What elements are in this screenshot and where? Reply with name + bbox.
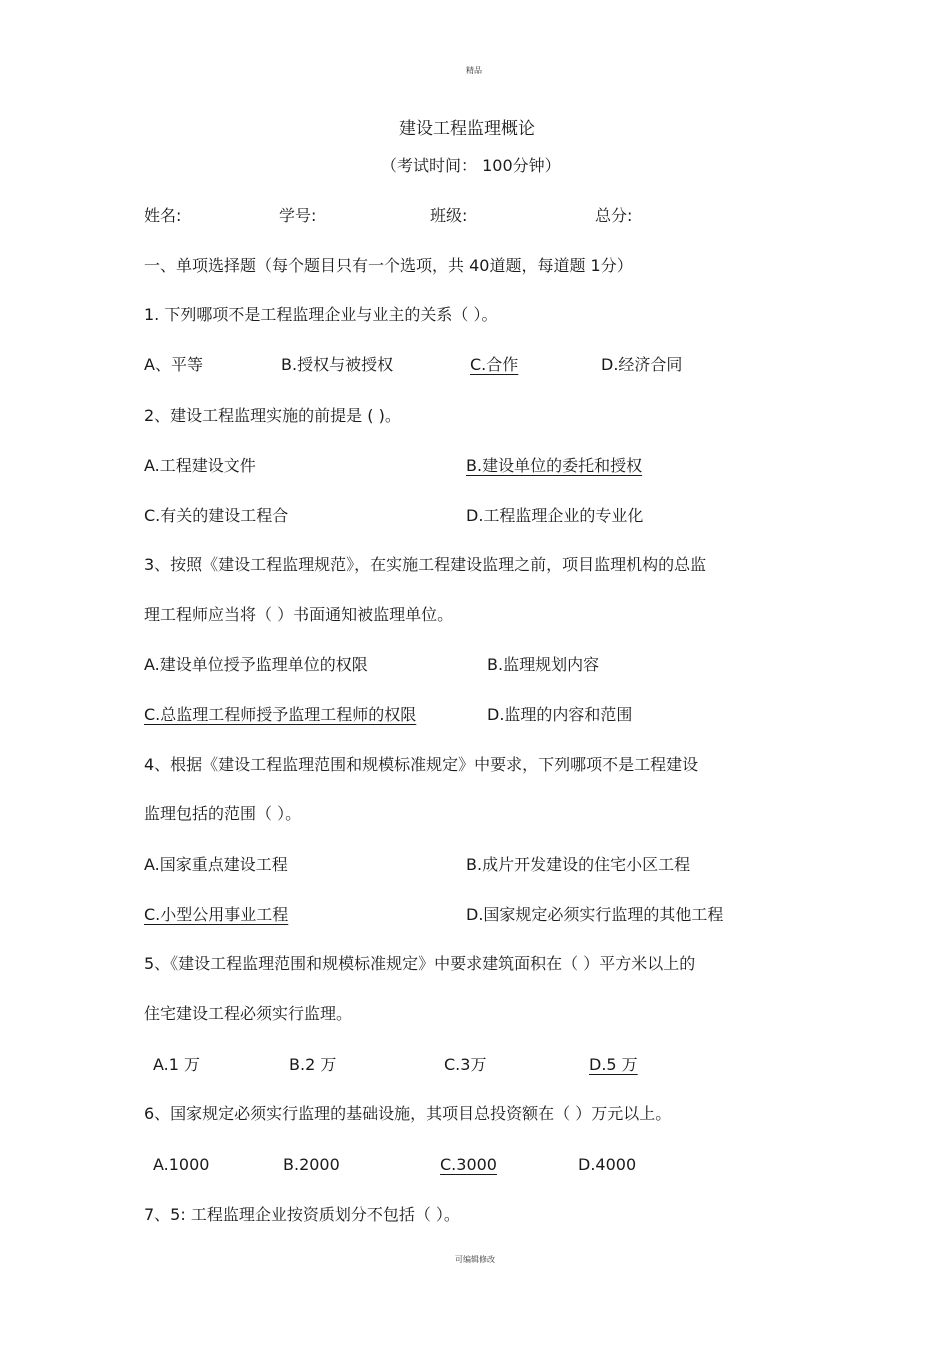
option-b-answer: B.建设单位的委托和授权 [466, 456, 643, 475]
field-name-label: 姓名: [144, 206, 182, 225]
option-b: B.2 万 [289, 1055, 337, 1074]
option-a: A.国家重点建设工程 [144, 855, 288, 874]
option-d: D.经济合同 [601, 355, 683, 374]
question-stem: 2、建设工程监理实施的前提是 ( )。 [144, 406, 401, 425]
option-a: A.建设单位授予监理单位的权限 [144, 655, 368, 674]
option-c-answer: C.合作 [470, 355, 519, 374]
question-stem-continued: 监理包括的范围（ ）。 [144, 804, 302, 823]
question-stem: 3、按照《建设工程监理规范》，在实施工程建设监理之前，项目监理机构的总监 [144, 555, 707, 574]
question-stem: 1. 下列哪项不是工程监理企业与业主的关系（ ）。 [144, 305, 498, 324]
option-b: B.授权与被授权 [281, 355, 394, 374]
option-b: B.2000 [283, 1155, 340, 1174]
option-d: D.国家规定必须实行监理的其他工程 [466, 905, 724, 924]
option-c-answer: C.小型公用事业工程 [144, 905, 289, 924]
option-c-answer: C.3000 [440, 1155, 497, 1174]
document-title: 建设工程监理概论 [399, 119, 535, 139]
question-stem: 4、根据《建设工程监理范围和规模标准规定》中要求，下列哪项不是工程建设 [144, 755, 699, 774]
option-c-answer: C.总监理工程师授予监理工程师的权限 [144, 705, 417, 724]
question-stem: 7、5: 工程监理企业按资质划分不包括（ ）。 [144, 1205, 460, 1224]
question-stem: 5、《建设工程监理范围和规模标准规定》中要求建筑面积在（ ）平方米以上的 [144, 954, 696, 973]
option-a: A、平等 [144, 355, 203, 374]
page-top-label: 精品 [466, 66, 482, 75]
exam-duration: （考试时间： 100分钟） [381, 156, 561, 175]
option-b: B.成片开发建设的住宅小区工程 [466, 855, 691, 874]
section-heading: 一、单项选择题（每个题目只有一个选项，共 40道题，每道题 1分） [144, 256, 633, 275]
field-score-label: 总分: [595, 206, 633, 225]
option-c: C.3万 [444, 1055, 487, 1074]
option-c: C.有关的建设工程合 [144, 506, 289, 525]
option-a: A.工程建设文件 [144, 456, 256, 475]
option-d: D.监理的内容和范围 [487, 705, 633, 724]
question-stem-continued: 理工程师应当将（ ）书面通知被监理单位。 [144, 605, 454, 624]
question-stem: 6、国家规定必须实行监理的基础设施，其项目总投资额在（ ）万元以上。 [144, 1104, 672, 1123]
option-d-answer: D.5 万 [589, 1055, 638, 1074]
option-a: A.1000 [153, 1155, 210, 1174]
field-class-label: 班级: [430, 206, 468, 225]
option-d: D.4000 [578, 1155, 637, 1174]
option-a: A.1 万 [153, 1055, 201, 1074]
page-bottom-label: 可编辑修改 [455, 1255, 495, 1264]
question-stem-continued: 住宅建设工程必须实行监理。 [144, 1004, 353, 1023]
field-student-id-label: 学号: [279, 206, 317, 225]
option-d: D.工程监理企业的专业化 [466, 506, 644, 525]
option-b: B.监理规划内容 [487, 655, 600, 674]
